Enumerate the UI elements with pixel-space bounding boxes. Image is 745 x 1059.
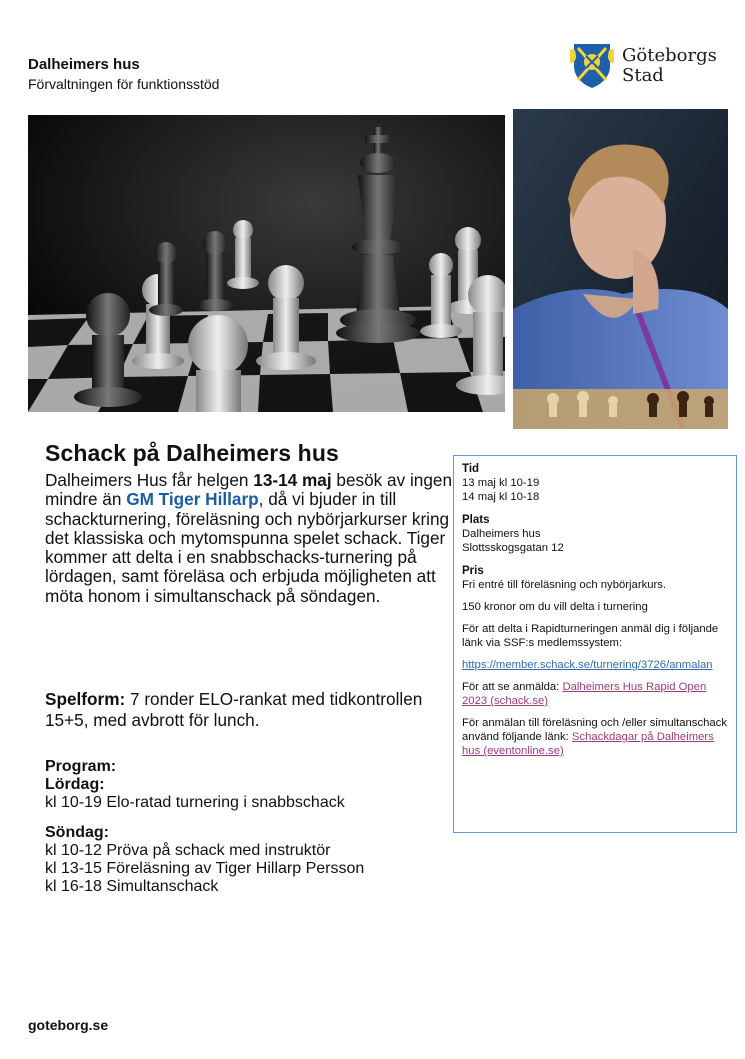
pris-label: Pris <box>462 565 484 577</box>
plats-line: Dalheimers hus <box>462 528 541 540</box>
spelform-text: 7 ronder ELO-rankat med tidkontrollen 15+5, med avbrott för lunch. <box>45 689 423 730</box>
page-title: Schack på Dalheimers hus <box>45 440 339 466</box>
saturday-item: kl 10-19 Elo-ratad turnering i snabbschack <box>45 794 345 811</box>
organization-name: Dalheimers hus <box>28 56 140 73</box>
intro-text-c: , då vi bjuder in till schackturnering, föreläsning och nybörjarkurser kring det klassiska och mytomspunna spelet schack. Tiger kommer att delta i en snabbschacks-turnering på lördagen, samt föreläsa och erbjuda möjligheten att möta honom i simultanschack på söndagen. <box>45 489 450 606</box>
pris-line: Fri entré till föreläsning och nybörjarkurs. <box>462 579 667 591</box>
tid-line: 13 maj kl 10-19 <box>462 477 540 489</box>
tiger-hillarp-photo <box>513 109 728 429</box>
program-heading: Program: <box>45 758 117 775</box>
plats-label: Plats <box>462 514 490 526</box>
sunday-heading: Söndag: <box>45 824 109 841</box>
goteborgs-stad-logo <box>570 40 720 92</box>
registration-text: För att delta i Rapidturneringen anmäl dig i följande länk via SSF:s medlemssystem: <box>462 623 719 649</box>
lecture-text: För anmälan till föreläsning och /eller simultanschack använd följande länk: <box>462 717 727 743</box>
saturday-heading: Lördag: <box>45 776 105 793</box>
logo-line-1: Göteborgs <box>622 45 717 66</box>
spelform-label: Spelform: <box>45 689 126 709</box>
sunday-item: kl 10-12 Pröva på schack med instruktör <box>45 842 331 859</box>
tid-line: 14 maj kl 10-18 <box>462 491 540 503</box>
program-section <box>45 758 364 896</box>
chess-pieces-photo <box>28 115 505 412</box>
city-crest-icon <box>570 40 614 90</box>
logo-line-2: Stad <box>622 65 664 86</box>
organization-subtitle: Förvaltningen för funktionsstöd <box>28 76 220 92</box>
pris-line: 150 kronor om du vill delta i turnering <box>462 601 648 613</box>
sunday-item: kl 16-18 Simultanschack <box>45 878 219 895</box>
event-dates: 13-14 maj <box>253 470 332 490</box>
sunday-item: kl 13-15 Föreläsning av Tiger Hillarp Persson <box>45 860 365 877</box>
registered-paragraph <box>462 680 728 708</box>
footer-site: goteborg.se <box>28 1017 109 1033</box>
intro-text-b: besök av ingen mindre än <box>45 470 453 510</box>
gm-name: GM Tiger Hillarp <box>126 489 259 510</box>
info-box <box>453 455 737 833</box>
tid-label: Tid <box>462 463 480 475</box>
intro-paragraph <box>45 471 455 606</box>
lecture-paragraph <box>462 716 728 758</box>
plats-line: Slottsskogsgatan 12 <box>462 542 564 554</box>
logo-wordmark <box>622 46 717 86</box>
lecture-link[interactable]: Schackdagar på Dalheimers hus (eventonline.se) <box>462 731 714 757</box>
spelform-paragraph <box>45 689 445 731</box>
registered-text: För att se anmälda: <box>462 681 563 693</box>
intro-text-a: Dalheimers Hus får helgen <box>45 470 254 490</box>
registration-link-wrapper <box>462 658 728 672</box>
registration-link[interactable]: https://member.schack.se/turnering/3726/anmalan <box>462 659 713 671</box>
registered-link[interactable]: Dalheimers Hus Rapid Open 2023 (schack.se) <box>462 681 707 707</box>
